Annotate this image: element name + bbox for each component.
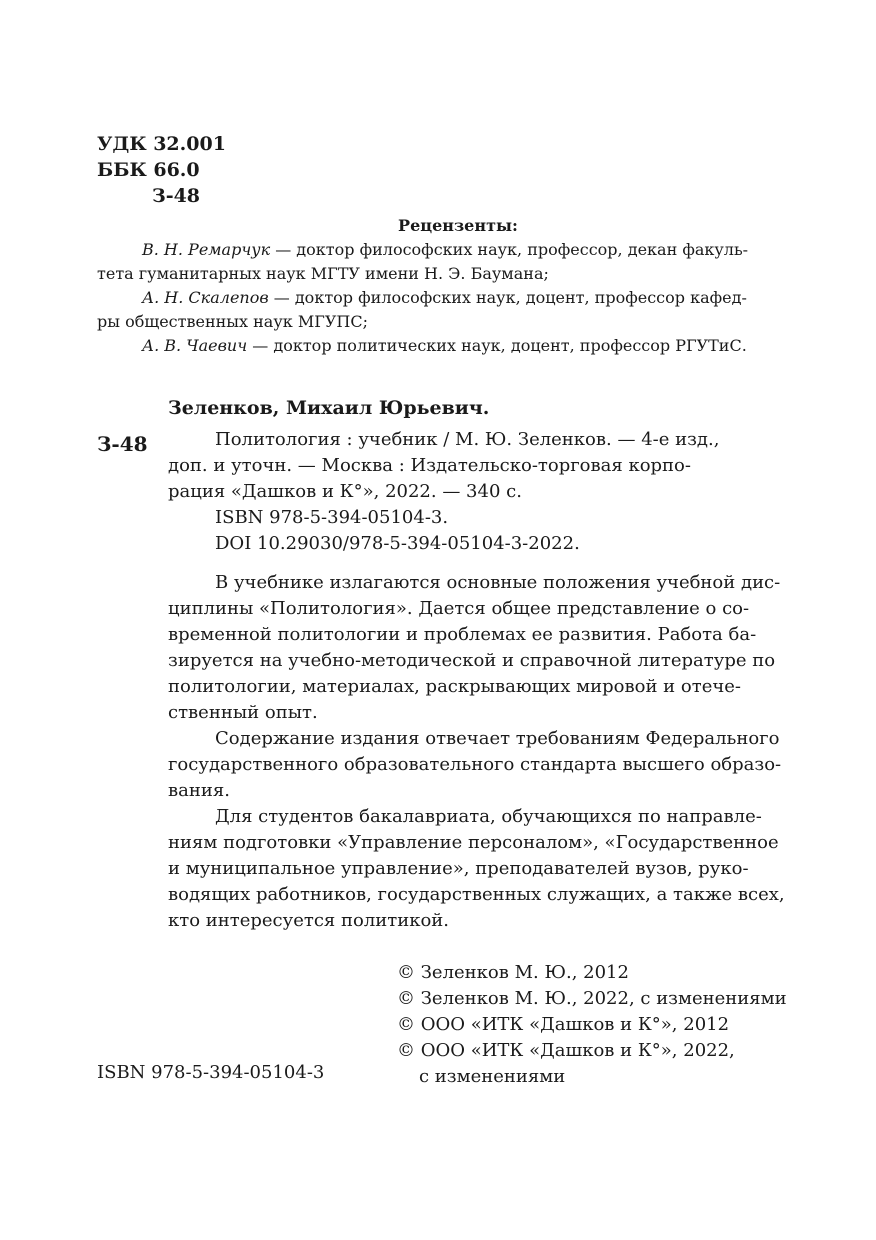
copyright-line: © Зеленков М. Ю., 2022, с изменениями xyxy=(397,988,787,1009)
abstract-line: и муниципальное управление», преподавателей вузов, руко- xyxy=(168,858,749,879)
copyright-line: © Зеленков М. Ю., 2012 xyxy=(397,962,629,983)
copyright-line: © ООО «ИТК «Дашков и К°», 2012 xyxy=(397,1014,730,1035)
record-line-2: доп. и уточн. — Москва : Издательско-торговая корпо- xyxy=(168,455,691,476)
abstract-line: кто интересуется политикой. xyxy=(168,910,450,931)
bibliographic-record xyxy=(168,427,778,557)
reviewer-3-line-1: А. В. Чаевич — доктор политических наук, доцент, профессор РГУТиС. xyxy=(142,336,747,355)
abstract-line: циплины «Политология». Дается общее представление о со- xyxy=(168,598,750,619)
record-author: Зеленков, Михаил Юрьевич. xyxy=(168,397,490,419)
reviewers-block xyxy=(97,214,777,358)
abstract-line: зируется на учебно-методической и справочной литературе по xyxy=(168,650,776,671)
isbn-footer: ISBN 978-5-394-05104-3 xyxy=(97,1062,325,1083)
copyright-line: с изменениями xyxy=(419,1066,566,1087)
abstract-line: Содержание издания отвечает требованиям Федерального xyxy=(215,728,780,749)
abstract-line: В учебнике излагаются основные положения учебной дис- xyxy=(215,572,781,593)
abstract-line: политологии, материалах, раскрывающих мировой и отече- xyxy=(168,676,741,697)
abstract-line: водящих работников, государственных служащих, а также всех, xyxy=(168,884,785,905)
abstract xyxy=(168,570,785,934)
classification-block xyxy=(97,131,226,209)
reviewer-1-line-1: В. Н. Ремарчук — доктор философских наук, профессор, декан факуль- xyxy=(142,240,749,259)
abstract-line: временной политологии и проблемах ее развития. Работа ба- xyxy=(168,624,757,645)
abstract-line: ственный опыт. xyxy=(168,702,318,723)
record-line-1: Политология : учебник / М. Ю. Зеленков. — 4-е изд., xyxy=(215,429,720,450)
udk-code: УДК 32.001 xyxy=(97,133,226,155)
reviewer-2-line-1: А. Н. Скалепов — доктор философских наук, доцент, профессор кафед- xyxy=(142,288,747,307)
bbk-code: ББК 66.0 xyxy=(97,159,200,181)
copyright-block xyxy=(397,960,787,1090)
abstract-line: ниям подготовки «Управление персоналом», «Государственное xyxy=(168,832,779,853)
author-cipher: З-48 xyxy=(152,185,201,207)
reviewer-2-line-2: ры общественных наук МГУПС; xyxy=(97,312,368,331)
record-doi: DOI 10.29030/978-5-394-05104-3-2022. xyxy=(215,533,580,554)
record-isbn: ISBN 978-5-394-05104-3. xyxy=(215,507,449,528)
reviewer-2-name: А. Н. Скалепов xyxy=(142,288,269,307)
abstract-line: государственного образовательного стандарта высшего образо- xyxy=(168,754,782,775)
record-cipher: З-48 xyxy=(97,432,148,456)
reviewer-1-line-2: тета гуманитарных наук МГТУ имени Н. Э. Баумана; xyxy=(97,264,549,283)
abstract-line: Для студентов бакалавриата, обучающихся по направле- xyxy=(215,806,762,827)
reviewer-1-name: В. Н. Ремарчук xyxy=(142,240,271,259)
reviewers-heading: Рецензенты: xyxy=(398,216,518,235)
reviewer-3-name: А. В. Чаевич xyxy=(142,336,248,355)
record-line-3: рация «Дашков и К°», 2022. — 340 с. xyxy=(168,481,522,502)
copyright-line: © ООО «ИТК «Дашков и К°», 2022, xyxy=(397,1040,735,1061)
abstract-line: вания. xyxy=(168,780,230,801)
